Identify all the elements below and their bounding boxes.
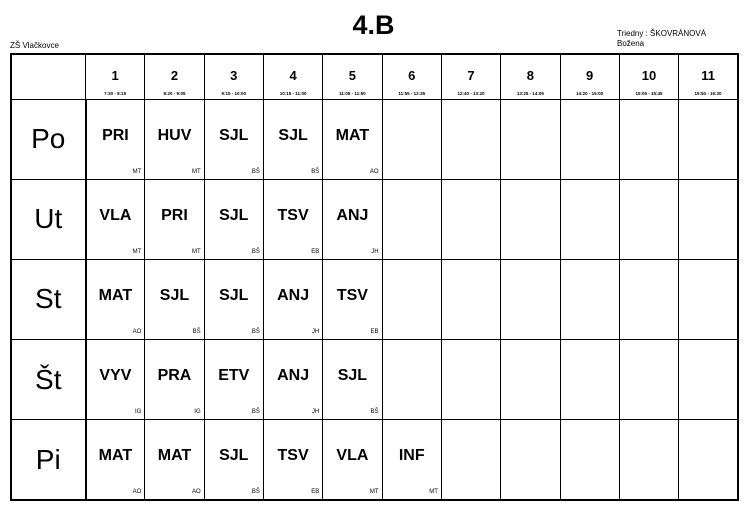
day-label: Po [11,99,86,179]
period-number: 10 [641,68,657,83]
lesson-cell [441,340,500,420]
lesson-cell [441,420,500,500]
lesson-teacher: AO [191,489,201,495]
period-time: 8:20 - 9:05 [163,91,186,96]
lesson-cell [501,259,560,339]
lesson-cell [441,179,500,259]
lesson-cell [679,340,738,420]
lesson-subject: HUV [157,126,192,144]
lesson-subject: MAT [98,447,133,465]
lesson-subject: SJL [337,367,368,385]
lesson-cell [145,179,204,259]
lesson-subject: SJL [219,206,249,224]
lesson-teacher: MT [132,248,142,255]
lesson-cell [619,420,678,500]
lesson-teacher: AO [132,489,142,495]
lesson-subject: VLA [99,206,132,224]
lesson-cell [323,340,382,420]
lesson-cell [501,179,560,259]
day-label: Pi [11,420,86,500]
lesson-subject: ANJ [277,367,310,385]
period-header-8 [501,54,560,99]
lesson-teacher: JH [311,329,320,336]
period-number: 4 [289,68,297,83]
lesson-cell [145,259,204,339]
day-label: St [11,259,86,339]
period-number: 5 [348,68,357,83]
period-header-5 [323,54,382,99]
lesson-subject: TSV [277,206,309,224]
lesson-cell [679,99,738,179]
period-time: 11:05 - 11:50 [339,91,366,96]
day-row [11,340,738,420]
period-number: 3 [230,68,238,83]
lesson-cell [204,259,263,339]
lesson-teacher: JH [371,248,379,255]
lesson-teacher: BŠ [251,168,260,175]
lesson-cell [560,340,619,420]
lesson-cell [441,99,500,179]
class-teacher-name: Božena [617,39,645,48]
lesson-cell [145,99,204,179]
lesson-cell [679,259,738,339]
lesson-subject: TSV [277,447,309,465]
lesson-teacher: JH [311,409,320,416]
lesson-cell [619,340,678,420]
lesson-cell [323,179,382,259]
lesson-cell [263,340,322,420]
period-header-1 [86,54,145,99]
lesson-cell [86,420,145,500]
lesson-subject: SJL [219,447,249,465]
lesson-cell [382,179,441,259]
timetable-grid [10,53,739,501]
lesson-cell [501,340,560,420]
lesson-cell [382,99,441,179]
lesson-cell [560,179,619,259]
lesson-cell [679,420,738,500]
lesson-subject: VLA [336,447,369,465]
lesson-teacher: BŠ [251,329,260,336]
period-number: 2 [170,68,179,83]
day-row [11,99,738,179]
lesson-subject: SJL [159,286,190,304]
day-label: Št [11,340,86,420]
period-header-row [11,54,738,99]
period-time: 13:25 - 14:05 [516,91,544,96]
lesson-teacher: IG [134,409,142,416]
period-number: 7 [467,68,475,83]
corner-cell [11,54,86,99]
class-title: 4.B [352,10,395,40]
period-number: 6 [408,68,416,83]
school-name: ZŠ Vlačkovce [10,41,59,50]
lesson-cell [382,420,441,500]
lesson-cell [86,340,145,420]
lesson-teacher: MT [132,168,142,175]
lesson-cell [619,99,678,179]
day-row [11,259,738,339]
period-header-9 [560,54,619,99]
lesson-cell [204,420,263,500]
lesson-cell [619,259,678,339]
lesson-subject: ANJ [277,286,310,304]
period-time: 14:20 - 15:00 [576,91,604,96]
lesson-cell [204,99,263,179]
lesson-cell [501,99,560,179]
lesson-cell [560,99,619,179]
lesson-teacher: MT [369,489,379,495]
lesson-cell [145,420,204,500]
lesson-subject: ETV [218,367,250,385]
period-number: 8 [526,68,534,83]
lesson-cell [86,99,145,179]
lesson-cell [619,179,678,259]
lesson-cell [263,420,322,500]
lesson-cell [679,179,738,259]
lesson-cell [382,340,441,420]
period-time: 15:50 - 16:30 [694,91,722,96]
lesson-subject: MAT [335,126,370,144]
lesson-subject: PRA [157,367,192,385]
lesson-subject: MAT [157,447,192,465]
lesson-cell [263,179,322,259]
lesson-cell [204,179,263,259]
lesson-cell [501,420,560,500]
lesson-subject: SJL [278,126,308,144]
lesson-teacher: BŠ [370,409,379,416]
day-label: Ut [11,179,86,259]
lesson-teacher: IG [194,409,201,416]
lesson-teacher: MT [191,168,201,175]
lesson-cell [263,99,322,179]
lesson-teacher: BŠ [251,248,260,255]
class-teacher [617,29,706,49]
lesson-subject: INF [398,447,425,465]
lesson-subject: VYV [99,367,132,385]
lesson-teacher: EB [311,248,320,255]
lesson-cell [263,259,322,339]
period-header-10 [619,54,678,99]
lesson-teacher: BŠ [251,409,260,416]
period-time: 11:55 - 12:35 [398,91,426,96]
lesson-cell [204,340,263,420]
lesson-teacher: AO [132,329,142,336]
lesson-subject: ANJ [336,206,369,224]
lesson-subject: SJL [219,286,249,304]
lesson-cell [86,259,145,339]
lesson-cell [323,420,382,500]
period-header-11 [679,54,738,99]
period-time: 15:05 - 15:45 [635,91,663,96]
lesson-teacher: BŠ [311,168,320,175]
period-time: 12:40 - 13:20 [457,91,485,96]
lesson-teacher: AO [369,168,379,175]
lesson-subject: MAT [98,286,133,304]
lesson-cell [441,259,500,339]
period-header-2 [145,54,204,99]
lesson-subject: PRI [102,126,129,144]
period-header-4 [263,54,322,99]
lesson-cell [560,420,619,500]
lesson-cell [323,259,382,339]
period-number: 11 [701,68,715,83]
lesson-teacher: EB [370,329,379,336]
lesson-subject: PRI [161,206,188,224]
class-teacher-label: Triedny : ŠKOVRÁNOVÁ [617,29,707,38]
period-header-7 [441,54,500,99]
period-time: 10:15 - 11:00 [279,91,307,96]
lesson-teacher: MT [191,248,201,255]
lesson-teacher: MT [429,489,438,495]
lesson-cell [323,99,382,179]
lesson-cell [86,179,145,259]
period-header-6 [382,54,441,99]
lesson-cell [560,259,619,339]
period-number: 1 [111,68,119,83]
lesson-cell [382,259,441,339]
period-header-3 [204,54,263,99]
lesson-teacher: BŠ [192,329,201,336]
lesson-cell [145,340,204,420]
period-time: 7:30 - 8:15 [104,91,127,96]
period-number: 9 [586,68,594,83]
lesson-teacher: EB [311,489,320,495]
day-row [11,179,738,259]
lesson-subject: TSV [336,286,368,304]
lesson-subject: SJL [219,126,249,144]
day-row [11,420,738,500]
period-time: 9:15 - 10:00 [221,91,247,96]
lesson-teacher: BŠ [251,489,260,495]
